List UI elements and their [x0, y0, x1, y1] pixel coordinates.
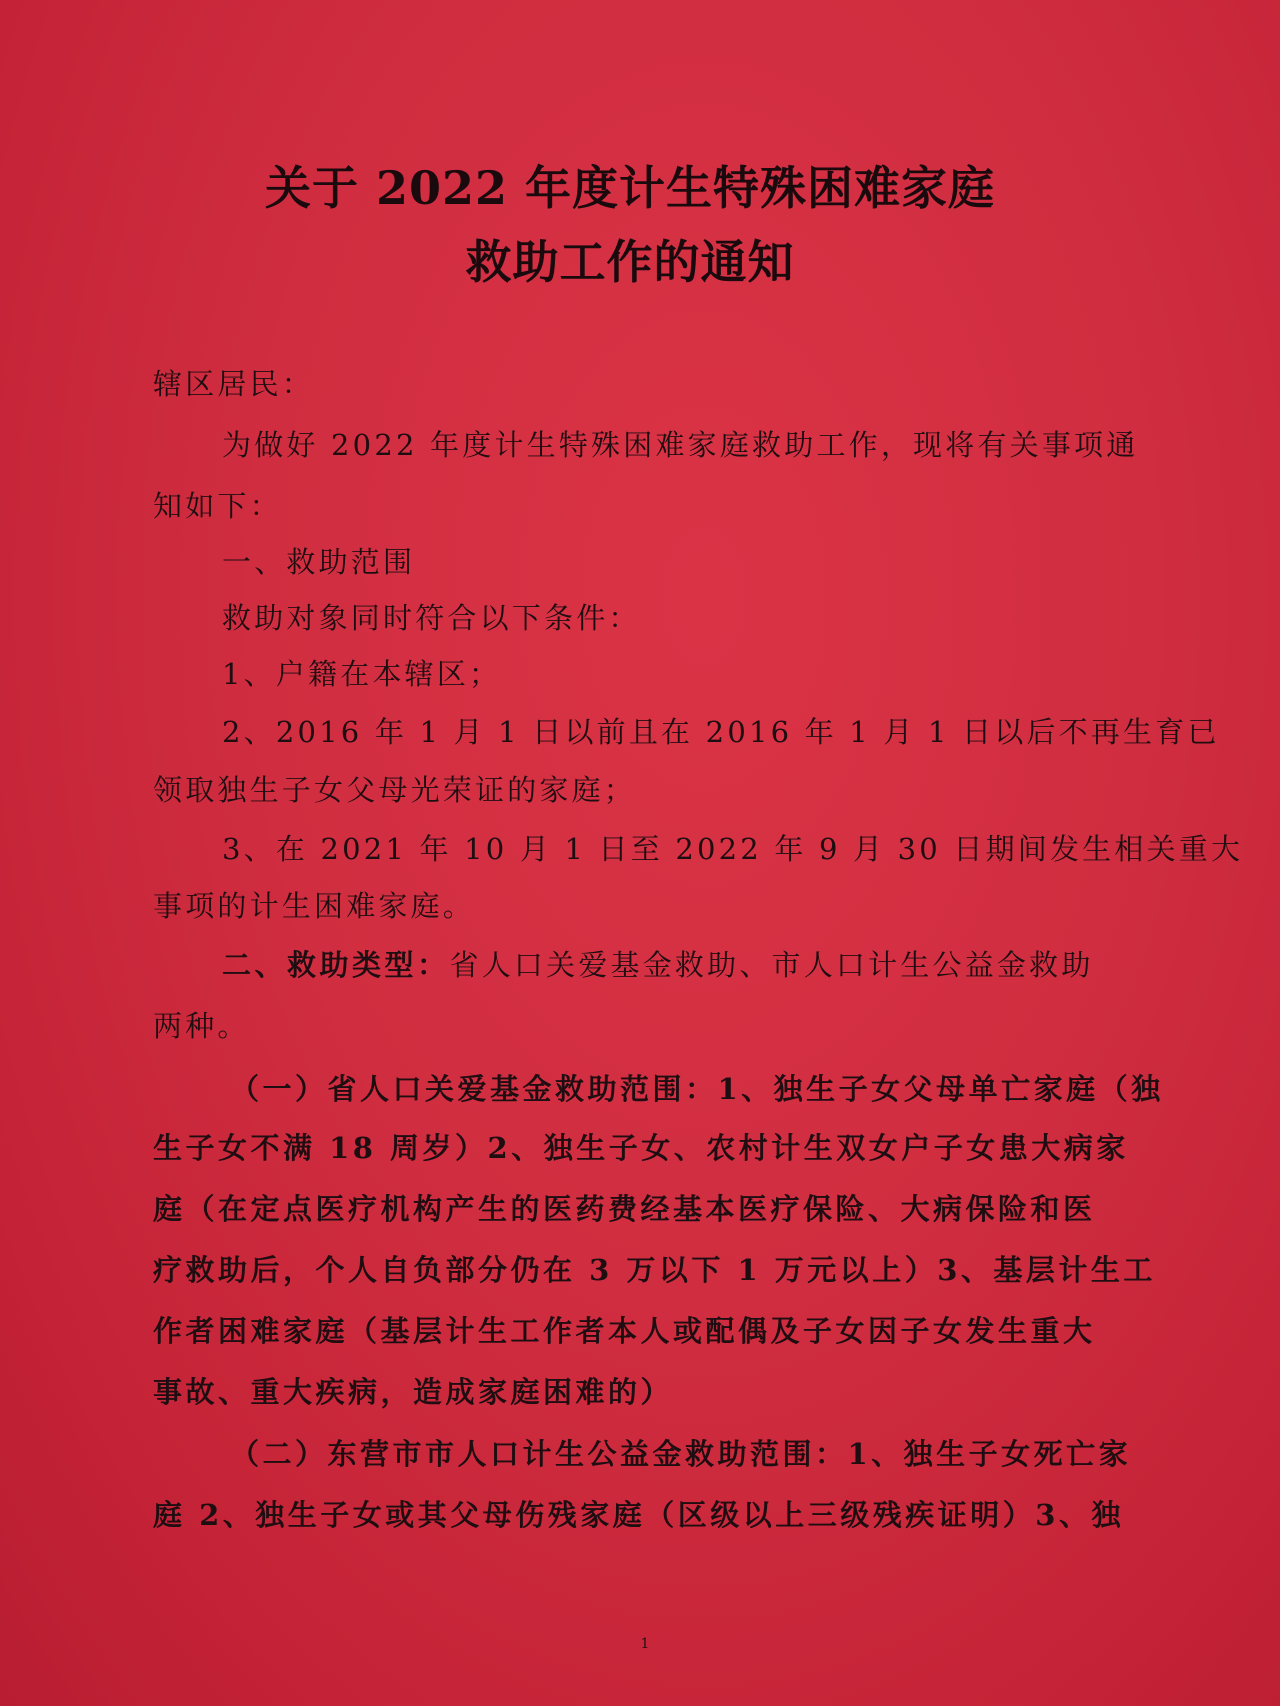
section2-text: 省人口关爱基金救助、市人口计生公益金救助 — [449, 948, 1094, 982]
part1-line-6: 事故、重大疾病，造成家庭困难的） — [153, 1375, 674, 1409]
section1-item-3-line-1: 3、在 2021 年 10 月 1 日至 2022 年 9 月 30 日期间发生相关重大 — [222, 832, 1244, 866]
intro-line-2: 知如下： — [153, 489, 282, 523]
page-number: 1 — [640, 1636, 650, 1652]
section1-item-2-line-1: 2、2016 年 1 月 1 日以前且在 2016 年 1 月 1 日以后不再生育已 — [222, 715, 1220, 749]
section1-item-1: 1、户籍在本辖区； — [222, 657, 502, 691]
part1-line-5: 作者困难家庭（基层计生工作者本人或配偶及子女因子女发生重大 — [153, 1314, 1096, 1348]
section1-item-2-line-2: 领取独生子女父母光荣证的家庭； — [153, 773, 637, 807]
document-title-line-1: 关于 2022 年度计生特殊困难家庭 — [264, 161, 996, 215]
section1-heading: 一、救助范围 — [222, 545, 416, 579]
section1-item-3-line-2: 事项的计生困难家庭。 — [153, 889, 476, 923]
part2-line-2: 庭 2、独生子女或其父母伤残家庭（区级以上三级残疾证明）3、独 — [153, 1498, 1124, 1532]
section2-heading: 二、救助类型： — [222, 948, 450, 982]
part2-line-1: （二）东营市市人口计生公益金救助范围：1、独生子女死亡家 — [230, 1437, 1132, 1471]
section2-line-2: 两种。 — [153, 1009, 250, 1043]
document-title-line-2: 救助工作的通知 — [465, 235, 795, 289]
intro-line-1: 为做好 2022 年度计生特殊困难家庭救助工作，现将有关事项通 — [222, 428, 1139, 462]
greeting: 辖区居民： — [153, 367, 315, 401]
part1-line-1: （一）省人口关爱基金救助范围：1、独生子女父母单亡家庭（独 — [230, 1072, 1164, 1106]
part1-line-4: 疗救助后，个人自负部分仍在 3 万以下 1 万元以上）3、基层计生工 — [153, 1253, 1156, 1287]
part1-line-3: 庭（在定点医疗机构产生的医药费经基本医疗保险、大病保险和医 — [153, 1192, 1096, 1226]
section1-lead: 救助对象同时符合以下条件： — [222, 601, 641, 635]
part1-line-2: 生子女不满 18 周岁）2、独生子女、农村计生双女户子女患大病家 — [153, 1131, 1129, 1165]
section2-line-1 — [222, 945, 1202, 985]
